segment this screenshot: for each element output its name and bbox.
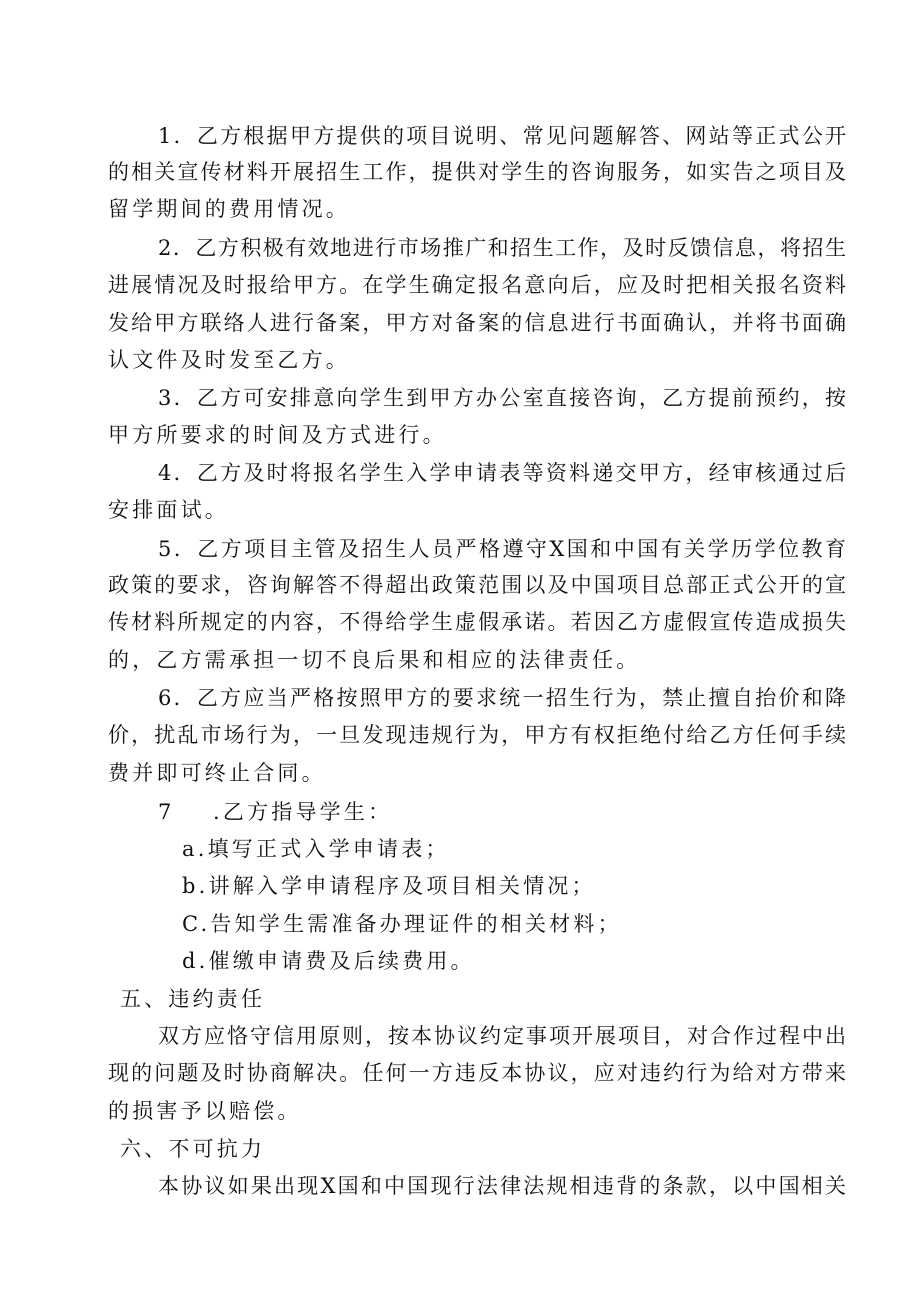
item-2-line-2: 进展情况及时报给甲方。在学生确定报名意向后，应及时把相关报名资料 [108,273,846,297]
item-2-line-3: 发给甲方联络人进行备案，甲方对备案的信息进行书面确认，并将书面确 [108,311,846,335]
item-4-line-1: 4．乙方及时将报名学生入学申请表等资料递交甲方，经审核通过后 [158,461,846,485]
item-6-line-3: 费并即可终止合同。 [108,761,326,785]
item-6-line-2: 价，扰乱市场行为，一旦发现违规行为，甲方有权拒绝付给乙方任何手续 [108,723,846,747]
item-5-line-2: 政策的要求，咨询解答不得超出政策范围以及中国项目总部正式公开的宣 [108,573,846,597]
item-5-line-4: 的，乙方需承担一切不良后果和相应的法律责任。 [108,648,641,672]
subitem-b: b.讲解入学申请程序及项目相关情况； [182,874,596,898]
item-1-line-1: 1．乙方根据甲方提供的项目说明、常见问题解答、网站等正式公开 [158,124,846,148]
item-5-line-1: 5．乙方项目主管及招生人员严格遵守X国和中国有关学历学位教育 [158,537,846,561]
section-6-heading: 六、不可抗力 [120,1137,266,1161]
section-6-line-1: 本协议如果出现X国和中国现行法律法规相违背的条款，以中国相关 [158,1174,846,1198]
subitem-d: d.催缴申请费及后续费用。 [182,949,475,973]
item-1-line-2: 的相关宣传材料开展招生工作，提供对学生的咨询服务，如实告之项目及 [108,160,846,184]
item-7-text: .乙方指导学生： [213,800,393,824]
subitem-c: C.告知学生需准备办理证件的相关材料； [182,912,622,936]
item-6-line-1: 6．乙方应当严格按照甲方的要求统一招生行为，禁止擅自抬价和降 [158,686,846,710]
item-5-line-3: 传材料所规定的内容，不得给学生虚假承诺。若因乙方虚假宣传造成损失 [108,610,846,634]
item-4-line-2: 安排面试。 [108,498,229,522]
item-3-line-1: 3．乙方可安排意向学生到甲方办公室直接咨询，乙方提前预约，按 [158,386,846,410]
item-1-line-3: 留学期间的费用情况。 [108,197,350,221]
item-3-line-2: 甲方所要求的时间及方式进行。 [108,423,447,447]
section-5-line-1: 双方应恪守信用原则，按本协议约定事项开展项目，对合作过程中出 [158,1024,846,1048]
section-5-line-2: 现的问题及时协商解决。任何一方违反本协议，应对违约行为给对方带来 [108,1061,846,1085]
item-2-line-4: 认文件及时发至乙方。 [108,348,350,372]
subitem-a: a.填写正式入学申请表； [182,837,450,861]
item-7-number: 7 [158,800,172,824]
section-5-line-3: 的损害予以赔偿。 [108,1099,302,1123]
item-2-line-1: 2．乙方积极有效地进行市场推广和招生工作，及时反馈信息，将招生 [158,236,846,260]
section-5-heading: 五、违约责任 [120,987,266,1011]
